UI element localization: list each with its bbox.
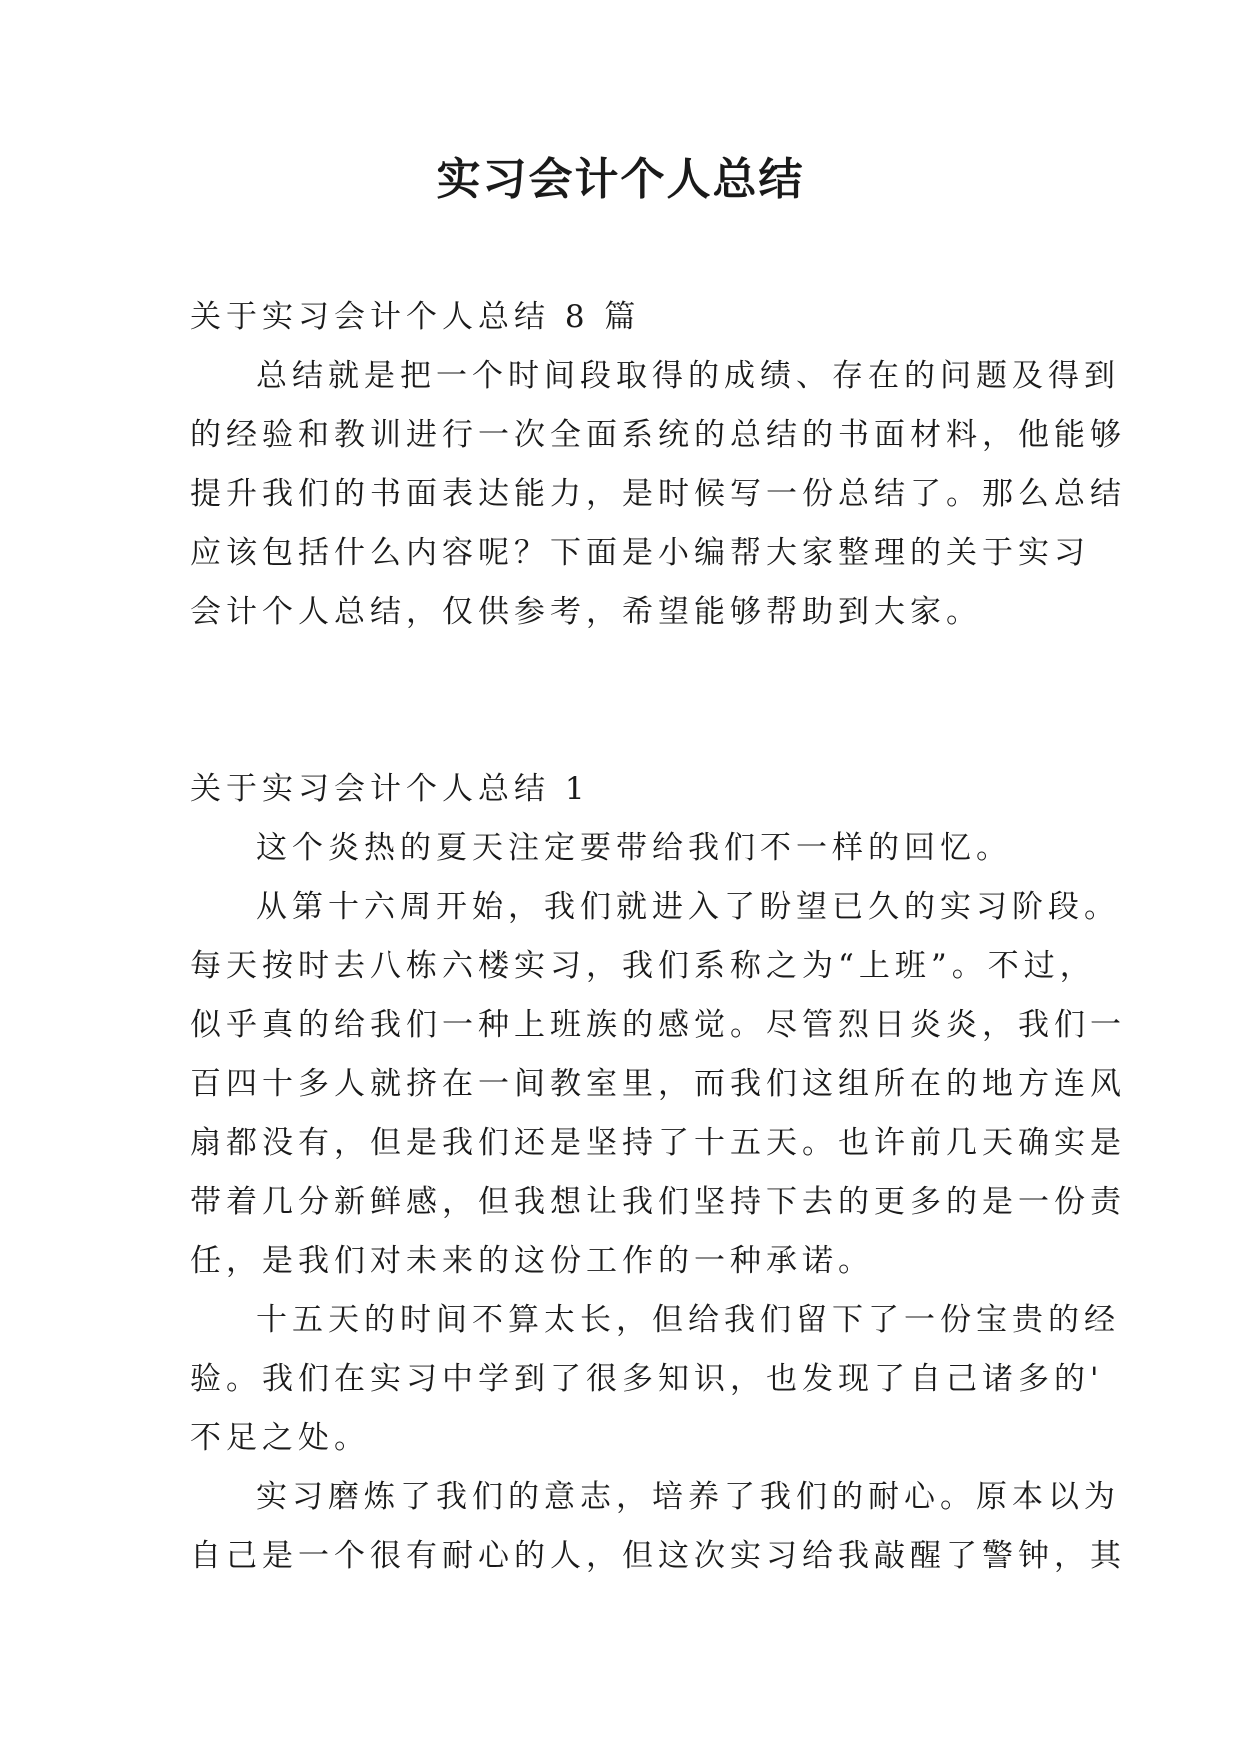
paragraph-line: 实习磨炼了我们的意志，培养了我们的耐心。原本以为 <box>256 1479 1120 1515</box>
paragraph-line: 的经验和教训进行一次全面系统的总结的书面材料，他能够 <box>190 417 1126 453</box>
paragraph-line: 带着几分新鲜感，但我想让我们坚持下去的更多的是一份责 <box>190 1184 1126 1220</box>
paragraph-line: 会计个人总结，仅供参考，希望能够帮助到大家。 <box>190 594 982 630</box>
paragraph-line: 总结就是把一个时间段取得的成绩、存在的问题及得到 <box>256 358 1120 394</box>
paragraph-line: 验。我们在实习中学到了很多知识，也发现了自己诸多的' <box>190 1361 1104 1397</box>
section-spacer <box>190 642 1070 760</box>
paragraph-line: 任，是我们对未来的这份工作的一种承诺。 <box>190 1243 874 1279</box>
document-body <box>190 288 1126 1586</box>
paragraph-line: 百四十多人就挤在一间教室里，而我们这组所在的地方连风 <box>190 1066 1126 1102</box>
paragraph-line: 似乎真的给我们一种上班族的感觉。尽管烈日炎炎，我们一 <box>190 1007 1126 1043</box>
paragraph-line: 从第十六周开始，我们就进入了盼望已久的实习阶段。 <box>256 889 1120 925</box>
paragraph-line: 扇都没有，但是我们还是坚持了十五天。也许前几天确实是 <box>190 1125 1126 1161</box>
paragraph-line: 十五天的时间不算太长，但给我们留下了一份宝贵的经 <box>256 1302 1120 1338</box>
paragraph-line: 应该包括什么内容呢？下面是小编帮大家整理的关于实习 <box>190 535 1090 571</box>
intro-heading: 关于实习会计个人总结 8 篇 <box>190 299 641 335</box>
page-title: 实习会计个人总结 <box>436 154 805 205</box>
paragraph-line: 提升我们的书面表达能力，是时候写一份总结了。那么总结 <box>190 476 1126 512</box>
paragraph-line: 不足之处。 <box>190 1420 370 1456</box>
paragraph-line: 这个炎热的夏天注定要带给我们不一样的回忆。 <box>256 830 1012 866</box>
paragraph-line: 每天按时去八栋六楼实习，我们系称之为“上班”。不过， <box>190 948 1096 984</box>
section-heading: 关于实习会计个人总结 1 <box>190 771 590 807</box>
paragraph-line: 自己是一个很有耐心的人，但这次实习给我敲醒了警钟，其 <box>190 1538 1126 1574</box>
